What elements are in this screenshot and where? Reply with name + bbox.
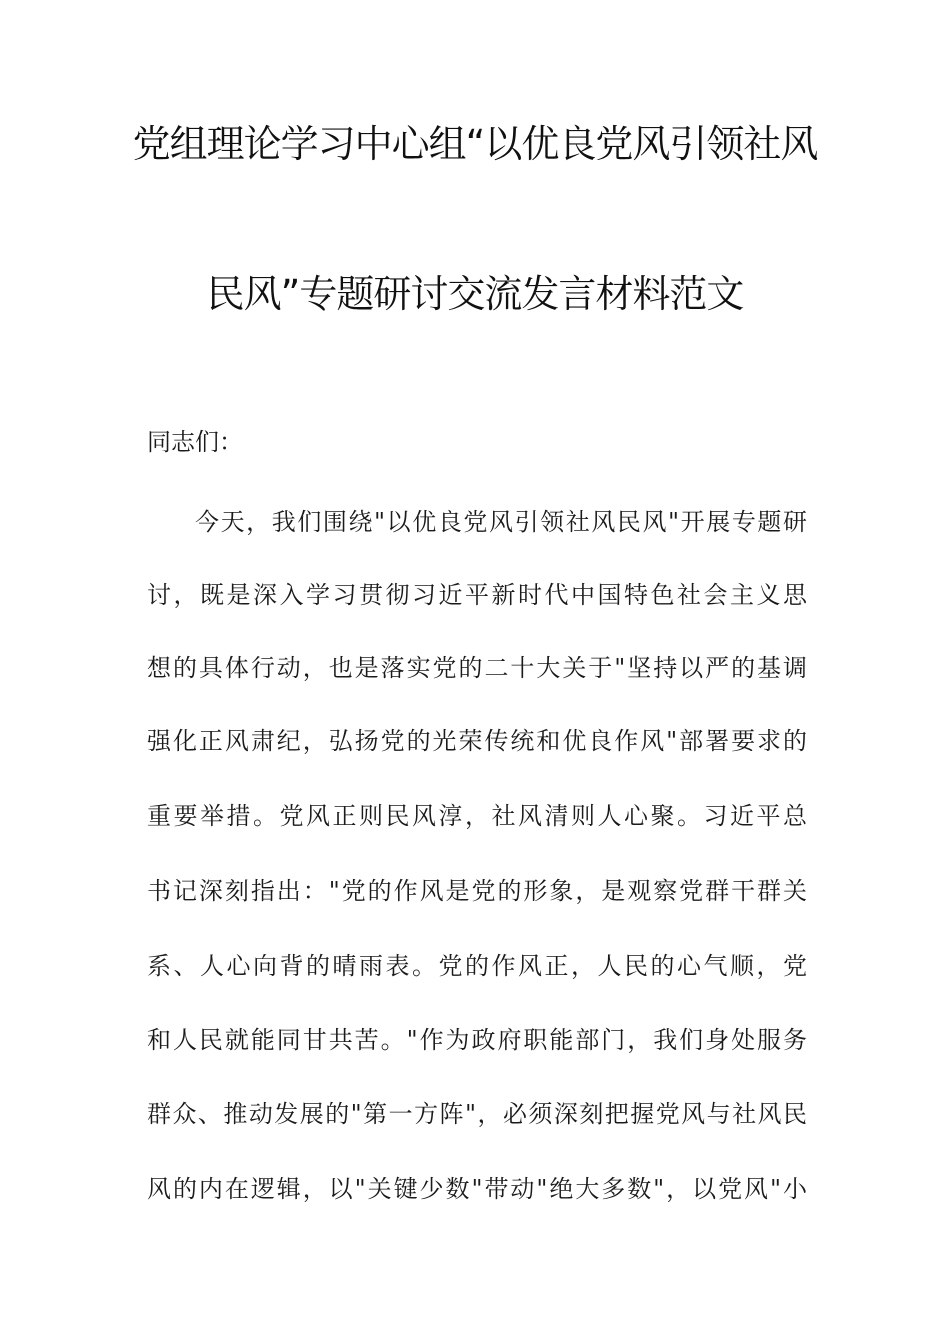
paragraph-line: 书记深刻指出："党的作风是党的形象，是观察党群干群关 [147, 877, 807, 905]
paragraph-line: 和人民就能同甘共苦。"作为政府职能部门，我们身处服务 [147, 1026, 807, 1054]
paragraph-line: 今天，我们围绕"以优良党风引领社风民风"开展专题研 [195, 508, 807, 536]
paragraph-line: 强化正风肃纪，弘扬党的光荣传统和优良作风"部署要求的 [147, 727, 807, 755]
paragraph-line: 系、人心向背的晴雨表。党的作风正，人民的心气顺，党 [147, 952, 807, 980]
paragraph-line: 讨，既是深入学习贯彻习近平新时代中国特色社会主义思 [147, 581, 807, 609]
paragraph-line: 群众、推动发展的"第一方阵"，必须深刻把握党风与社风民 [147, 1100, 807, 1128]
paragraph-line: 重要举措。党风正则民风淳，社风清则人心聚。习近平总 [147, 802, 807, 830]
document-title-line-1: 党组理论学习中心组“以优良党风引领社风 [132, 122, 818, 166]
paragraph-line: 风的内在逻辑，以"关键少数"带动"绝大多数"，以党风"小 [147, 1175, 807, 1203]
paragraph-line: 想的具体行动，也是落实党的二十大关于"坚持以严的基调 [147, 654, 807, 682]
document-title-line-2: 民风”专题研讨交流发言材料范文 [206, 272, 744, 316]
salutation: 同志们： [147, 428, 243, 456]
